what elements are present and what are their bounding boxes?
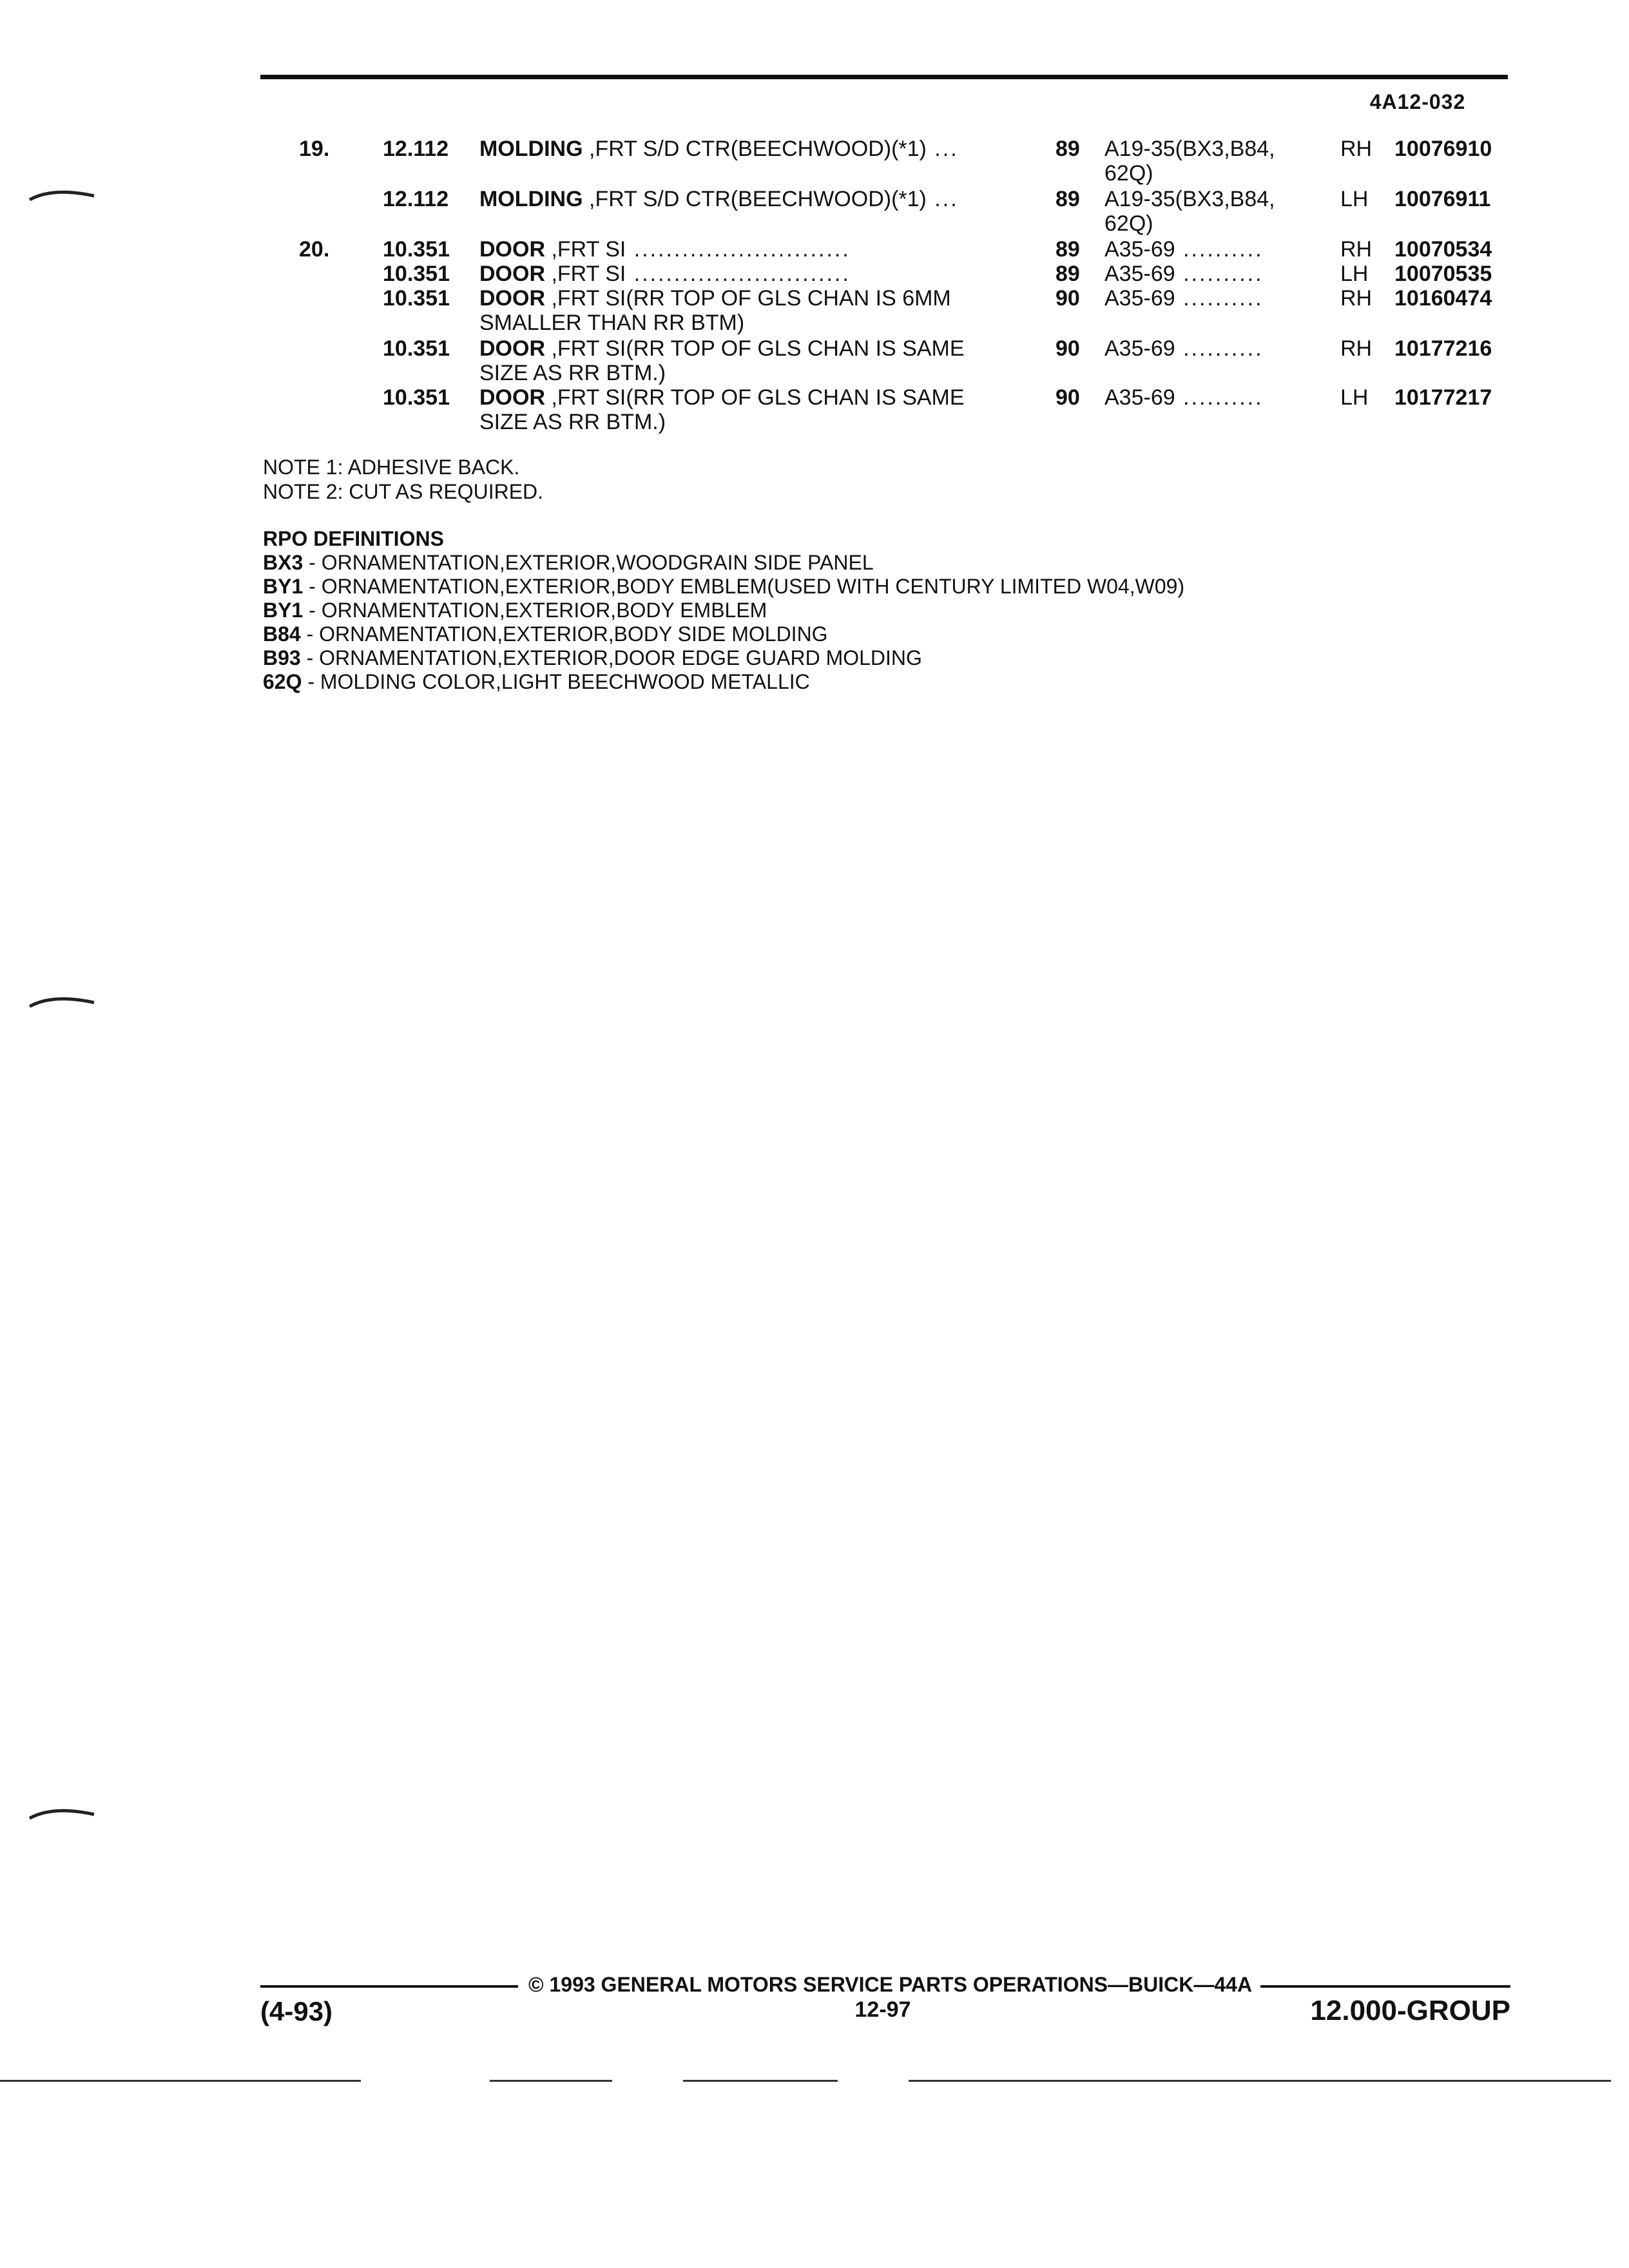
leader-dots: ........................... xyxy=(626,237,851,262)
rpo-code: BX3 xyxy=(263,551,304,574)
page-number: 12-97 xyxy=(854,1997,911,2022)
rpo-item xyxy=(263,575,1184,599)
model xyxy=(1104,237,1311,262)
rpo-item xyxy=(263,646,1184,670)
note-2: NOTE 2: CUT AS REQUIRED. xyxy=(263,480,544,503)
model-text: A35-69 xyxy=(1104,262,1175,286)
description xyxy=(479,385,995,410)
part-name: MOLDING xyxy=(479,137,583,161)
rpo-text: - MOLDING COLOR,LIGHT BEECHWOOD METALLIC xyxy=(302,670,810,693)
footer-date: (4-93) xyxy=(260,1996,333,2026)
part-number: 10070534 xyxy=(1394,237,1492,262)
model-cont: 62Q) xyxy=(1104,161,1153,186)
part-number: 10070535 xyxy=(1394,262,1492,286)
ref-number: 19. xyxy=(299,137,330,161)
side: LH xyxy=(1340,187,1369,211)
rpo-text: - ORNAMENTATION,EXTERIOR,WOODGRAIN SIDE PANEL xyxy=(303,551,874,574)
scan-edge-segment xyxy=(909,2080,1611,2082)
part-number: 10177216 xyxy=(1394,336,1492,361)
group-code: 12.112 xyxy=(383,187,449,211)
part-text: ,FRT S/D CTR(BEECHWOOD)(*1) xyxy=(583,137,927,161)
leader-dots: ........................... xyxy=(626,262,851,286)
model xyxy=(1104,385,1311,410)
group-code: 10.351 xyxy=(383,286,450,311)
group-code: 10.351 xyxy=(383,262,450,286)
leader-dots: .......... xyxy=(1175,237,1264,262)
year: 89 xyxy=(1055,187,1080,211)
model xyxy=(1104,262,1311,286)
ref-number: 20. xyxy=(299,237,330,262)
description xyxy=(479,262,995,286)
margin-mark xyxy=(27,992,104,1009)
rpo-code: B93 xyxy=(263,646,301,669)
description xyxy=(479,286,995,311)
rpo-code: BY1 xyxy=(263,599,304,622)
model xyxy=(1104,137,1311,161)
scan-edge xyxy=(0,2080,1629,2084)
description xyxy=(479,137,995,161)
rpo-code: B84 xyxy=(263,622,301,646)
rpo-code: BY1 xyxy=(263,575,304,598)
description xyxy=(479,336,995,361)
part-text: ,FRT SI(RR TOP OF GLS CHAN IS SAME xyxy=(545,336,965,361)
year: 90 xyxy=(1055,336,1080,361)
part-name: DOOR xyxy=(479,237,545,262)
part-text: ,FRT SI(RR TOP OF GLS CHAN IS SAME xyxy=(545,385,965,410)
part-name: DOOR xyxy=(479,385,545,410)
leader-dots: .......... xyxy=(1175,385,1264,410)
side: LH xyxy=(1340,262,1369,286)
leader-dots: ... xyxy=(926,137,959,161)
leader-dots: .......... xyxy=(1175,262,1264,286)
description-cont: SIZE AS RR BTM.) xyxy=(479,410,666,434)
rpo-text: - ORNAMENTATION,EXTERIOR,BODY EMBLEM(USED WITH CENTURY LIMITED W04,W09) xyxy=(303,575,1185,598)
model xyxy=(1104,286,1311,311)
rpo-definitions xyxy=(263,527,1184,694)
part-text: ,FRT SI xyxy=(545,237,626,262)
margin-mark xyxy=(27,1804,104,1821)
rpo-item xyxy=(263,599,1184,622)
model xyxy=(1104,187,1311,211)
year: 90 xyxy=(1055,286,1080,311)
side: RH xyxy=(1340,237,1373,262)
model-text: A35-69 xyxy=(1104,336,1175,361)
side: RH xyxy=(1340,336,1373,361)
part-number: 10160474 xyxy=(1394,286,1492,311)
model-text: A35-69 xyxy=(1104,286,1175,311)
group-label: 12.000-GROUP xyxy=(1310,1995,1510,2026)
rpo-text: - ORNAMENTATION,EXTERIOR,DOOR EDGE GUARD MOLDING xyxy=(300,646,922,669)
part-name: MOLDING xyxy=(479,187,583,211)
group-code: 10.351 xyxy=(383,385,450,410)
scan-edge-segment xyxy=(490,2080,612,2082)
footer-copyright: © 1993 GENERAL MOTORS SERVICE PARTS OPERATIONS—BUICK—44A xyxy=(528,1973,1253,1996)
part-name: DOOR xyxy=(479,262,545,286)
margin-mark xyxy=(27,186,104,202)
model-text: A35-69 xyxy=(1104,237,1175,262)
part-text: ,FRT SI(RR TOP OF GLS CHAN IS 6MM xyxy=(545,286,951,311)
description xyxy=(479,187,995,211)
part-name: DOOR xyxy=(479,286,545,311)
rpo-code: 62Q xyxy=(263,670,302,693)
model-text: A19-35(BX3,B84, xyxy=(1104,187,1275,211)
rpo-text: - ORNAMENTATION,EXTERIOR,BODY SIDE MOLDING xyxy=(300,622,828,646)
rpo-heading: RPO DEFINITIONS xyxy=(263,527,444,550)
notes xyxy=(263,455,543,504)
header-rule xyxy=(260,75,1508,79)
leader-dots: .......... xyxy=(1175,336,1264,361)
group-code: 12.112 xyxy=(383,137,449,161)
leader-dots: ... xyxy=(926,187,959,211)
side: LH xyxy=(1340,385,1369,410)
part-text: ,FRT S/D CTR(BEECHWOOD)(*1) xyxy=(583,187,927,211)
part-name: DOOR xyxy=(479,336,545,361)
year: 89 xyxy=(1055,237,1080,262)
model-text: A19-35(BX3,B84, xyxy=(1104,137,1275,161)
year: 90 xyxy=(1055,385,1080,410)
group-code: 10.351 xyxy=(383,336,450,361)
footer-rule-left xyxy=(260,1985,518,1988)
side: RH xyxy=(1340,137,1373,161)
description-cont: SMALLER THAN RR BTM) xyxy=(479,311,745,335)
footer-rule-right xyxy=(1260,1985,1510,1988)
model-cont: 62Q) xyxy=(1104,211,1153,236)
year: 89 xyxy=(1055,137,1080,161)
side: RH xyxy=(1340,286,1373,311)
model xyxy=(1104,336,1311,361)
year: 89 xyxy=(1055,262,1080,286)
part-text: ,FRT SI xyxy=(545,262,626,286)
part-number: 10076911 xyxy=(1394,187,1491,211)
description-cont: SIZE AS RR BTM.) xyxy=(479,361,666,385)
rpo-item xyxy=(263,551,1184,575)
leader-dots: .......... xyxy=(1175,286,1264,311)
part-number: 10076910 xyxy=(1394,137,1492,161)
description xyxy=(479,237,995,262)
page-code: 4A12-032 xyxy=(1369,90,1466,113)
rpo-item xyxy=(263,622,1184,646)
scan-edge-segment xyxy=(0,2080,361,2082)
model-text: A35-69 xyxy=(1104,385,1175,410)
rpo-item xyxy=(263,670,1184,694)
note-1: NOTE 1: ADHESIVE BACK. xyxy=(263,456,520,479)
group-code: 10.351 xyxy=(383,237,450,262)
scan-edge-segment xyxy=(683,2080,838,2082)
part-number: 10177217 xyxy=(1394,385,1492,410)
rpo-text: - ORNAMENTATION,EXTERIOR,BODY EMBLEM xyxy=(303,599,767,622)
